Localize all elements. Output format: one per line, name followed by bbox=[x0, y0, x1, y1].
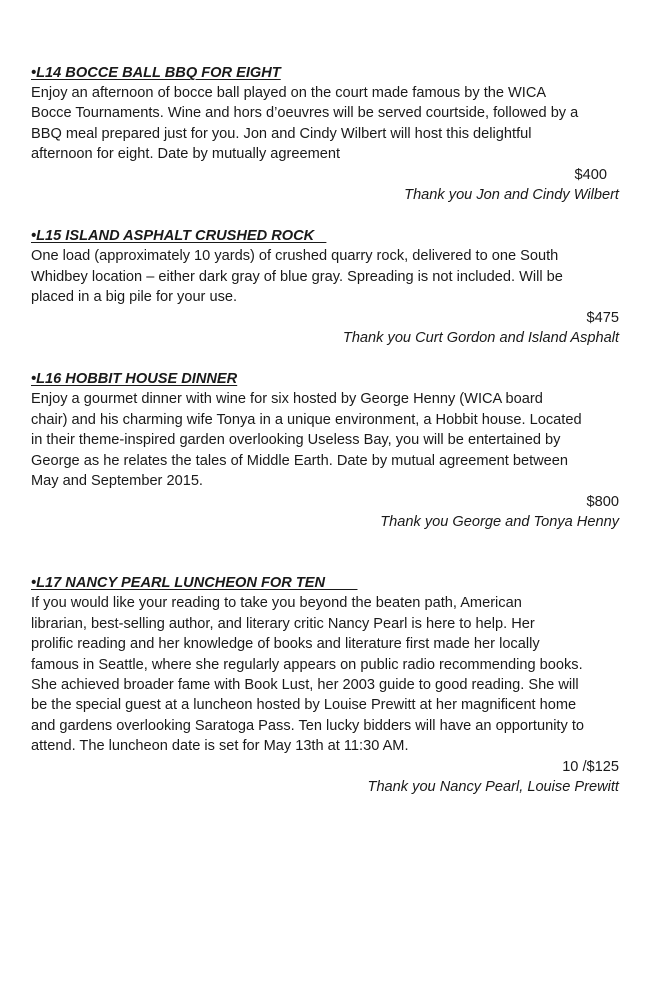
item-title: •L15 ISLAND ASPHALT CRUSHED ROCK bbox=[31, 228, 327, 245]
item-description: Enjoy an afternoon of bocce ball played on the court made famous by the WICA Bocce Tournaments. Wine and hors d’oeuvres will be served courtside, followed by a BBQ meal prepared just for you. Jon and Cindy Wilbert will host this delightful afternoon for eight. Date by mutually agreement bbox=[31, 85, 579, 163]
item-description: If you would like your reading to take you beyond the beaten path, American librarian, best-selling author, and literary critic Nancy Pearl is here to help. Her prolific reading and her knowledge of books and literature first made her locally famous in Seattle, where she regularly appears on public radio recommending books. She achieved broader fame with Book Lust, her 2003 guide to good reading. She will be the special guest at a luncheon hosted by Louise Prewitt at her magnificent home and gardens overlooking Saratoga Pass. Ten lucky bidders will have an opportunity to attend. The luncheon date is set for May 13th at 11:30 AM. bbox=[31, 595, 585, 755]
auction-catalog-page bbox=[31, 63, 619, 797]
item-title: •L16 HOBBIT HOUSE DINNER bbox=[31, 371, 238, 388]
auction-item-l14 bbox=[31, 63, 619, 205]
item-description: One load (approximately 10 yards) of crushed quarry rock, delivered to one South Whidbey location – either dark gray of blue gray. Spreading is not included. Will be placed in a big pile for your use. bbox=[31, 248, 563, 306]
auction-item-l17 bbox=[31, 573, 619, 797]
item-price: $475 bbox=[586, 309, 619, 326]
item-price: $400 bbox=[574, 166, 607, 183]
auction-item-l16 bbox=[31, 369, 619, 532]
item-donor-thanks: Thank you Jon and Cindy Wilbert bbox=[404, 187, 619, 204]
item-price: 10 /$125 bbox=[562, 758, 619, 775]
item-title: •L14 BOCCE BALL BBQ FOR EIGHT bbox=[31, 65, 281, 81]
item-price: $800 bbox=[586, 493, 619, 510]
item-title: •L17 NANCY PEARL LUNCHEON FOR TEN bbox=[31, 575, 358, 592]
item-donor-thanks: Thank you Nancy Pearl, Louise Prewitt bbox=[367, 778, 619, 795]
auction-item-l15 bbox=[31, 226, 619, 348]
item-description: Enjoy a gourmet dinner with wine for six hosted by George Henny (WICA board chair) and his charming wife Tonya in a unique environment, a Hobbit house. Located in their theme-inspired garden overlooking Useless Bay, you will be entertained by George as he relates the tales of Middle Earth. Date by mutual agreement between May and September 2015. bbox=[31, 391, 582, 490]
item-donor-thanks: Thank you George and Tonya Henny bbox=[380, 513, 619, 530]
item-donor-thanks: Thank you Curt Gordon and Island Asphalt bbox=[342, 330, 619, 347]
